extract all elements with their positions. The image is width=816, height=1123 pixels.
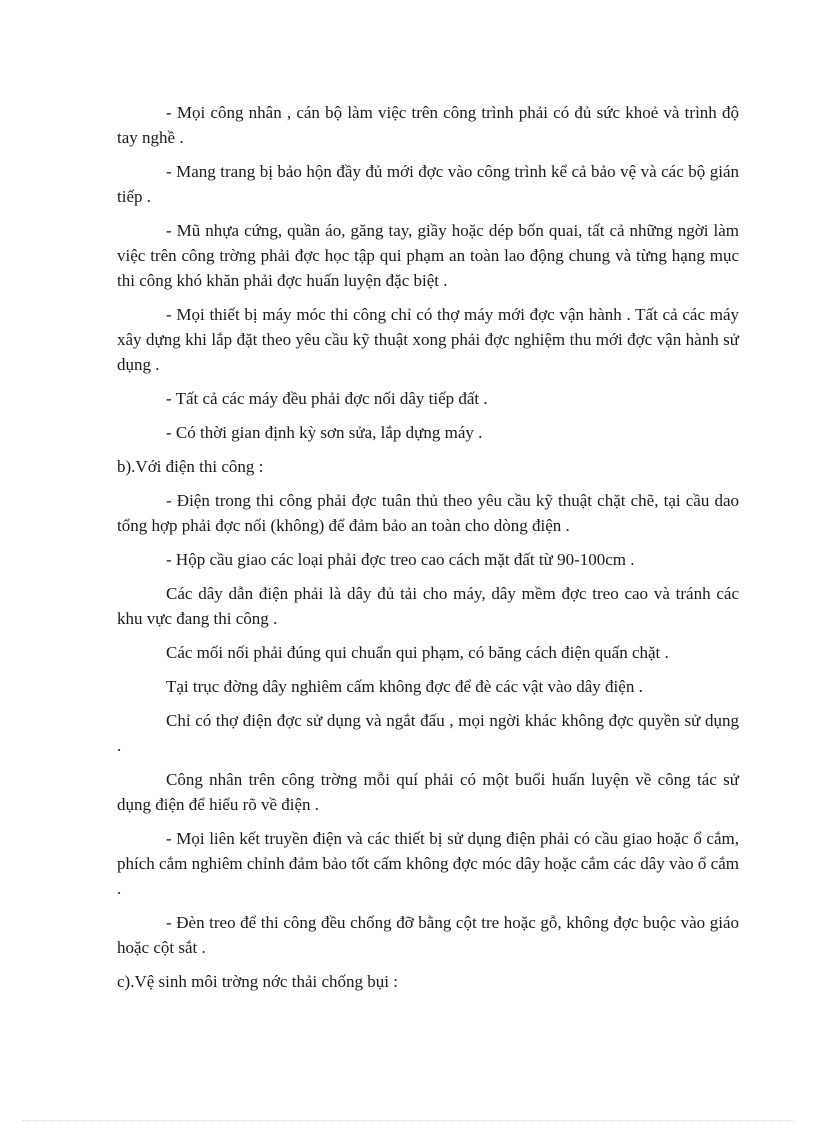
paragraph-cables: Các dây dẫn điện phải là dây đủ tải cho máy, dây mềm đợc treo cao và tránh các khu vực đang thi công . xyxy=(117,584,739,628)
paragraph-machine-maintenance: - Có thời gian định kỳ sơn sửa, lắp dựng máy . xyxy=(166,423,483,442)
paragraph-machine-grounding: - Tất cả các máy đều phải đợc nối dây tiếp đất . xyxy=(166,389,488,408)
paragraph-safety-training: - Mũ nhựa cứng, quần áo, găng tay, giầy hoặc dép bốn quai, tất cả những ngời làm việc trên công trờng phải đợc học tập qui phạm an toàn lao động chung và từng hạng mục thi công khó khăn phải đợc huấn luyện đặc biệt . xyxy=(117,221,739,290)
paragraph-worker-health: - Mọi công nhân , cán bộ làm việc trên công trình phải có đủ sức khoẻ và trình độ tay nghề . xyxy=(117,103,739,147)
paragraph-connections: - Mọi liên kết truyền điện và các thiết bị sử dụng điện phải có cầu giao hoặc ổ cắm, phích cắm nghiêm chỉnh đảm bảo tốt cấm không đợc móc dây hoặc cắm các dây vào ổ cắm . xyxy=(117,829,739,898)
paragraph-switch-boxes: - Hộp cầu giao các loại phải đợc treo cao cách mặt đất từ 90-100cm . xyxy=(166,550,635,569)
paragraph-cable-joints: Các mối nối phải đúng qui chuẩn qui phạm, có băng cách điện quấn chặt . xyxy=(166,643,669,662)
section-heading-electricity: b).Với điện thi công : xyxy=(117,457,264,476)
paragraph-machine-operation: - Mọi thiết bị máy móc thi công chỉ có thợ máy mới đợc vận hành . Tất cả các máy xây dựng khi lắp đặt theo yêu cầu kỹ thuật xong phải đợc nghiệm thu mới đợc vận hành sử dụng . xyxy=(117,305,739,374)
paragraph-quarterly-training: Công nhân trên công trờng mỗi quí phải có một buổi huấn luyện về công tác sử dụng điện để hiểu rõ về điện . xyxy=(117,770,739,814)
section-heading-environment: c).Vệ sinh môi trờng nớc thải chống bụi : xyxy=(117,972,398,991)
paragraph-protective-equipment: - Mang trang bị bảo hộn đầy đủ mới đợc vào công trình kể cả bảo vệ và các bộ gián tiếp . xyxy=(117,162,739,206)
paragraph-electrical-standards: - Điện trong thi công phải đợc tuân thủ theo yêu cầu kỹ thuật chặt chẽ, tại cầu dao tổng hợp phải đợc nối (không) để đảm bảo an toàn cho dòng điện . xyxy=(117,491,739,535)
paragraph-lighting: - Đèn treo để thi công đều chống đỡ bằng cột tre hoặc gỗ, không đợc buộc vào giáo hoặc cột sắt . xyxy=(117,913,739,957)
page-bottom-divider xyxy=(22,1120,794,1121)
paragraph-electrician-only: Chỉ có thợ điện đợc sử dụng và ngắt đấu , mọi ngời khác không đợc quyền sử dụng . xyxy=(117,711,739,755)
paragraph-cable-routes: Tại trục đờng dây nghiêm cấm không đợc để đè các vật vào dây điện . xyxy=(166,677,643,696)
document-body xyxy=(117,100,739,1003)
